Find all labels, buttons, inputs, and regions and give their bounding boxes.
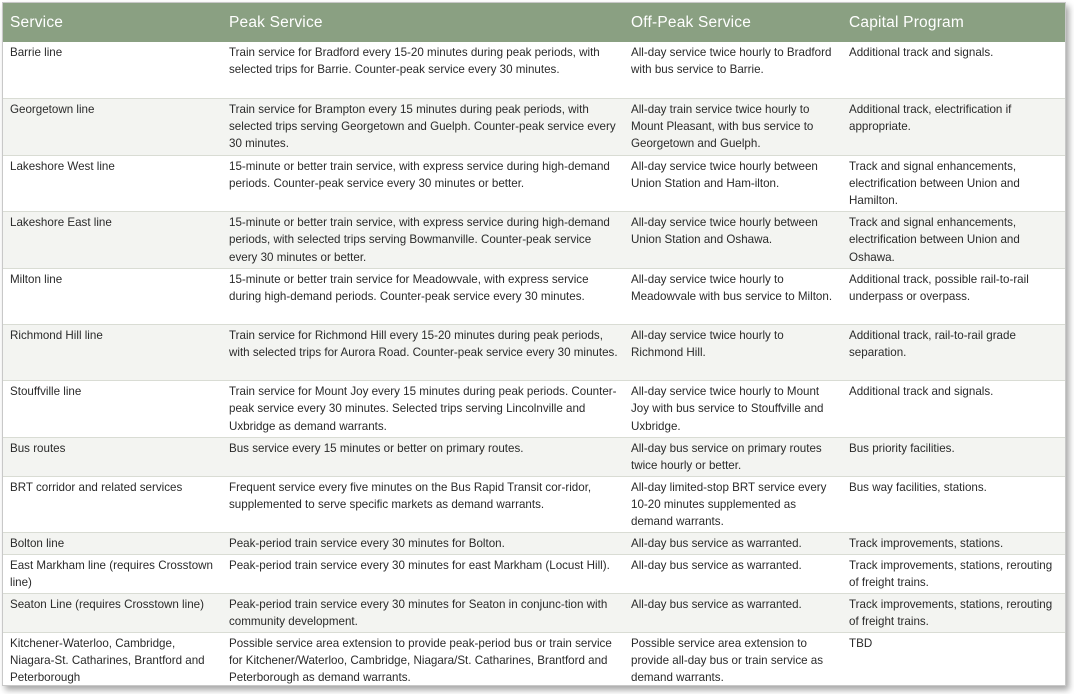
cell-peak: 15-minute or better train service for Meadowvale, with express service during high-demand periods. Counter-peak service every 30 minutes. <box>223 268 625 324</box>
cell-capital: Bus priority facilities. <box>843 437 1065 476</box>
table-row <box>3 98 1065 155</box>
cell-peak: Peak-period train service every 30 minutes for east Markham (Locust Hill). <box>223 554 625 593</box>
cell-offpeak: All-day bus service as warranted. <box>625 593 843 632</box>
cell-service: Bus routes <box>3 437 223 476</box>
cell-offpeak: All-day service twice hourly between Union Station and Ham-ilton. <box>625 155 843 211</box>
cell-service: Barrie line <box>3 42 223 98</box>
header-capital-program: Capital Program <box>843 3 1065 42</box>
cell-peak: Peak-period train service every 30 minutes for Bolton. <box>223 532 625 554</box>
cell-offpeak: All-day bus service as warranted. <box>625 554 843 593</box>
table-header <box>3 3 1065 42</box>
cell-offpeak: Possible service area extension to provide all-day bus or train service as demand warrants. <box>625 632 843 686</box>
table-row <box>3 211 1065 268</box>
table-row <box>3 268 1065 324</box>
cell-peak: Train service for Mount Joy every 15 minutes during peak periods. Counter-peak service every 30 minutes. Selected trips serving Lincolnville and Uxbridge as demand warrants. <box>223 380 625 437</box>
table-row <box>3 593 1065 632</box>
header-off-peak-service: Off-Peak Service <box>625 3 843 42</box>
table-row <box>3 324 1065 380</box>
cell-peak: Frequent service every five minutes on the Bus Rapid Transit cor-ridor, supplemented to serve specific markets as demand warrants. <box>223 476 625 532</box>
header-service: Service <box>3 3 223 42</box>
cell-service: Georgetown line <box>3 98 223 155</box>
table-row <box>3 437 1065 476</box>
table-body <box>3 42 1065 686</box>
cell-capital: Additional track, rail-to-rail grade separation. <box>843 324 1065 380</box>
cell-offpeak: All-day service twice hourly to Richmond Hill. <box>625 324 843 380</box>
cell-peak: 15-minute or better train service, with express service during high-demand periods, with selected trips serving Bowmanville. Counter-peak service every 30 minutes or better. <box>223 211 625 268</box>
table-row <box>3 532 1065 554</box>
cell-capital: Additional track and signals. <box>843 380 1065 437</box>
cell-offpeak: All-day bus service as warranted. <box>625 532 843 554</box>
cell-service: Lakeshore East line <box>3 211 223 268</box>
header-peak-service: Peak Service <box>223 3 625 42</box>
cell-offpeak: All-day limited-stop BRT service every 10-20 minutes supplemented as demand warrants. <box>625 476 843 532</box>
cell-peak: Train service for Richmond Hill every 15-20 minutes during peak periods, with selected trips for Aurora Road. Counter-peak service every 30 minutes. <box>223 324 625 380</box>
cell-capital: Additional track, possible rail-to-rail underpass or overpass. <box>843 268 1065 324</box>
cell-capital: TBD <box>843 632 1065 686</box>
table-row <box>3 554 1065 593</box>
cell-service: East Markham line (requires Crosstown line) <box>3 554 223 593</box>
cell-capital: Track improvements, stations. <box>843 532 1065 554</box>
service-plan-table-frame <box>2 2 1066 686</box>
cell-service: BRT corridor and related services <box>3 476 223 532</box>
cell-service: Lakeshore West line <box>3 155 223 211</box>
cell-offpeak: All-day service twice hourly to Meadowvale with bus service to Milton. <box>625 268 843 324</box>
cell-offpeak: All-day bus service on primary routes twice hourly or better. <box>625 437 843 476</box>
service-plan-table <box>3 3 1065 686</box>
cell-offpeak: All-day service twice hourly to Bradford with bus service to Barrie. <box>625 42 843 98</box>
cell-capital: Track and signal enhancements, electrification between Union and Oshawa. <box>843 211 1065 268</box>
table-row <box>3 380 1065 437</box>
cell-offpeak: All-day service twice hourly between Union Station and Oshawa. <box>625 211 843 268</box>
cell-peak: Peak-period train service every 30 minutes for Seaton in conjunc-tion with community development. <box>223 593 625 632</box>
table-row <box>3 632 1065 686</box>
cell-capital: Track and signal enhancements, electrification between Union and Hamilton. <box>843 155 1065 211</box>
cell-offpeak: All-day train service twice hourly to Mount Pleasant, with bus service to Georgetown and Guelph. <box>625 98 843 155</box>
table-row <box>3 155 1065 211</box>
cell-capital: Track improvements, stations, rerouting of freight trains. <box>843 593 1065 632</box>
table-row <box>3 476 1065 532</box>
cell-service: Stouffville line <box>3 380 223 437</box>
cell-peak: 15-minute or better train service, with express service during high-demand periods. Counter-peak service every 30 minutes or better. <box>223 155 625 211</box>
cell-service: Milton line <box>3 268 223 324</box>
cell-peak: Bus service every 15 minutes or better on primary routes. <box>223 437 625 476</box>
cell-peak: Train service for Bradford every 15-20 minutes during peak periods, with selected trips for Barrie. Counter-peak service every 30 minutes. <box>223 42 625 98</box>
cell-service: Bolton line <box>3 532 223 554</box>
cell-capital: Bus way facilities, stations. <box>843 476 1065 532</box>
table-row <box>3 42 1065 98</box>
header-row <box>3 3 1065 42</box>
cell-peak: Possible service area extension to provide peak-period bus or train service for Kitchener/Waterloo, Cambridge, Niagara/St. Catharines, Brantford and Peterborough as demand warrants. <box>223 632 625 686</box>
cell-capital: Additional track, electrification if appropriate. <box>843 98 1065 155</box>
cell-offpeak: All-day service twice hourly to Mount Joy with bus service to Stouffville and Uxbridge. <box>625 380 843 437</box>
cell-capital: Track improvements, stations, rerouting of freight trains. <box>843 554 1065 593</box>
cell-service: Kitchener-Waterloo, Cambridge, Niagara-St. Catharines, Brantford and Peterborough <box>3 632 223 686</box>
cell-service: Seaton Line (requires Crosstown line) <box>3 593 223 632</box>
cell-service: Richmond Hill line <box>3 324 223 380</box>
cell-capital: Additional track and signals. <box>843 42 1065 98</box>
cell-peak: Train service for Brampton every 15 minutes during peak periods, with selected trips serving Georgetown and Guelph. Counter-peak service every 30 minutes. <box>223 98 625 155</box>
